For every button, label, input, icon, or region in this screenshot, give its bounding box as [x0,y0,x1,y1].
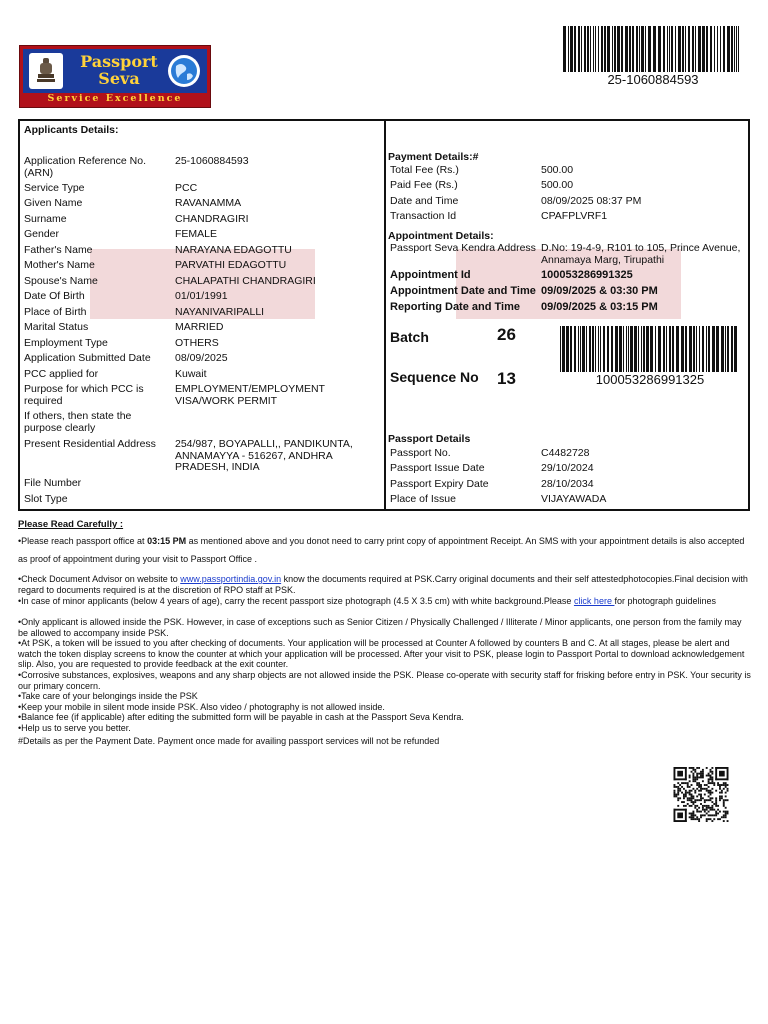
logo-wordmark [71,53,167,87]
applicant-field-value: NAYANIVARIPALLI [175,306,265,318]
note-only-applicant: •Only applicant is allowed inside the PSK. However, in case of exceptions such as Senior Citizen / Physically Challenged / Illiterate / Minor applicants, one person from the family may be allowed to accompany inside PSK. [18,617,742,638]
notes-title: Please Read Carefully : [18,519,124,530]
passport-section-title: Passport Details [388,433,471,445]
applicant-field-label: Marital Status [24,321,89,333]
note-advisor-post: know the documents required at PSK.Carry original documents and their self attestedphotocopies.Final decision with regard to documents required is at the discretion of RPO staff at PSK. [18,574,748,595]
note-reach-line2: as proof of appointment during your visit to Passport Office . [18,554,257,564]
applicant-field-value: 254/987, BOYAPALLI,, PANDIKUNTA, ANNAMAYYA - 516267, ANDHRA PRADESH, INDIA [175,438,353,473]
applicant-field-label: Mother's Name [24,259,95,271]
note-corrosive: •Corrosive substances, explosives, weapons and any sharp objects are not allowed inside the PSK. Please co-operate with security staff for frisking before entry in PSK. Your security is our primary concern. [18,670,751,691]
appointment-field-label: Appointment Id [390,269,471,281]
note-footer: #Details as per the Payment Date. Payment once made for availing passport services will not be refunded [18,736,440,746]
applicant-field-value: Kuwait [175,368,207,380]
note-minor-post: for photograph guidelines [614,596,717,606]
payment-field-label: Transaction Id [390,210,457,222]
note-belongings: •Take care of your belongings inside the PSK [18,691,198,701]
applicant-field-label: Gender [24,228,60,240]
passport-field-value: VIJAYAWADA [541,493,607,505]
note-reach-pre: •Please reach passport office at [18,536,148,546]
batch-label: Batch [390,329,429,345]
note-reach-time: 03:15 PM [147,536,187,546]
appointment-barcode-text: 100053286991325 [595,372,705,387]
payment-field-value: CPAFPLVRF1 [541,210,608,222]
applicant-field-label: Slot Type [24,493,68,505]
payment-field-value: 500.00 [541,179,574,191]
logo-line-2: Seva [98,69,140,88]
applicant-field-label: Employment Type [24,337,108,349]
applicant-field-label: Surname [24,213,67,225]
arn-barcode-text: 25-1060884593 [607,72,699,87]
applicant-field-label: Place of Birth [24,306,87,318]
note-minor-pre: •In case of minor applicants (below 4 years of age), carry the recent passport size photograph (4.5 X 3.5 cm) with white background.Please [18,596,574,606]
applicant-field-label: If others, then state the purpose clearly [24,410,132,434]
qr-code-icon [672,767,730,822]
arn-barcode [563,26,743,72]
barcode-icon [563,26,743,72]
applicant-field-label: Spouse's Name [24,275,98,287]
passport-field-label: Passport Issue Date [390,462,485,474]
note-silent: •Keep your mobile in silent mode inside PSK. Also video / photography is not allowed inside. [18,702,385,712]
details-panel [18,119,750,511]
payment-field-label: Date and Time [390,195,459,207]
passport-field-label: Passport Expiry Date [390,478,489,490]
sequence-value: 13 [497,369,516,388]
applicant-field-value: PARVATHI EDAGOTTU [175,259,287,271]
appointment-barcode [560,326,740,372]
logo-line-1: Passport [80,52,158,71]
applicant-field-value: CHALAPATHI CHANDRAGIRI [175,275,316,287]
applicant-field-value: NARAYANA EDAGOTTU [175,244,292,256]
applicant-field-value: FEMALE [175,228,218,240]
applicant-field-value: 08/09/2025 [175,352,228,364]
passport-seva-logo [19,45,211,108]
appointment-field-value: 09/09/2025 & 03:15 PM [541,301,658,313]
applicant-section-title: Applicants Details: [24,124,119,136]
applicant-field-label: Father's Name [24,244,93,256]
applicant-field-value: OTHERS [175,337,219,349]
payment-field-value: 500.00 [541,164,574,176]
appointment-field-value: 100053286991325 [541,269,633,281]
note-reach-post: as mentioned above and you donot need to carry print copy of appointment Receipt. An SMS with your appointment details is also accepted [186,536,745,546]
appointment-field-label: Appointment Date and Time [390,285,536,297]
applicant-field-value: MARRIED [175,321,224,333]
photo-guidelines-link[interactable]: click here [573,596,615,606]
psk-address-value: D.No: 19-4-9, R101 to 105, Prince Avenue, Annamaya Marg, Tirupathi [541,242,741,266]
national-emblem-icon [29,53,63,89]
note-balance: •Balance fee (if applicable) after editing the submitted form will be payable in cash at the Passport Seva Kendra. [18,712,464,722]
appointment-field-value: 09/09/2025 & 03:30 PM [541,285,658,297]
logo-banner [23,49,207,93]
note-help: •Help us to serve you better. [18,723,131,733]
note-minor [18,596,752,607]
passport-field-label: Passport No. [390,447,451,459]
passportindia-link[interactable]: www.passportindia.gov.in [180,574,282,584]
passport-field-label: Place of Issue [390,493,456,505]
applicant-field-label: Date Of Birth [24,290,85,302]
note-token: •At PSK, a token will be issued to you after checking of documents. Your application will be processed at Counter A followed by counters B and C. At all stages, please be alert and watch the token display screens to know the counter at which your application will be processed. After your visit to PSK, please login to Passport Portal to download acknowledgement slip. Also, you are requested to provide feedback at the exit counter. [18,638,745,670]
globe-icon [167,54,201,88]
applicant-field-value: RAVANAMMA [175,197,242,209]
applicant-field-label: Application Reference No. (ARN) [24,155,146,179]
applicant-field-value: 01/01/1991 [175,290,228,302]
applicant-field-label: File Number [24,477,82,489]
passport-field-value: 28/10/2034 [541,478,594,490]
logo-tagline: Service Excellence [47,93,183,104]
sequence-label: Sequence No [390,369,479,385]
payment-field-label: Paid Fee (Rs.) [390,179,458,191]
batch-value: 26 [497,325,516,344]
psk-address-label: Passport Seva Kendra Address [390,242,536,254]
applicant-field-label: PCC applied for [24,368,99,380]
applicant-field-value: PCC [175,182,198,194]
applicant-field-value: CHANDRAGIRI [175,213,249,225]
applicant-field-value: 25-1060884593 [175,155,249,167]
note-advisor-pre: •Check Document Advisor on website to [18,574,181,584]
applicant-field-label: Service Type [24,182,85,194]
payment-field-value: 08/09/2025 08:37 PM [541,195,642,207]
appointment-section-title: Appointment Details: [388,230,494,242]
applicant-field-label: Purpose for which PCC is required [24,383,144,407]
column-divider [384,121,386,509]
applicant-field-label: Given Name [24,197,83,209]
applicant-field-label: Application Submitted Date [24,352,151,364]
passport-field-value: 29/10/2024 [541,462,594,474]
note-advisor [18,574,752,595]
passport-field-value: C4482728 [541,447,590,459]
payment-field-label: Total Fee (Rs.) [390,164,459,176]
note-reach [18,536,752,547]
barcode-icon [560,326,740,372]
applicant-field-value: EMPLOYMENT/EMPLOYMENT VISA/WORK PERMIT [175,383,325,407]
applicant-field-label: Present Residential Address [24,438,156,450]
appointment-field-label: Reporting Date and Time [390,301,520,313]
payment-section-title: Payment Details:# [388,151,479,163]
